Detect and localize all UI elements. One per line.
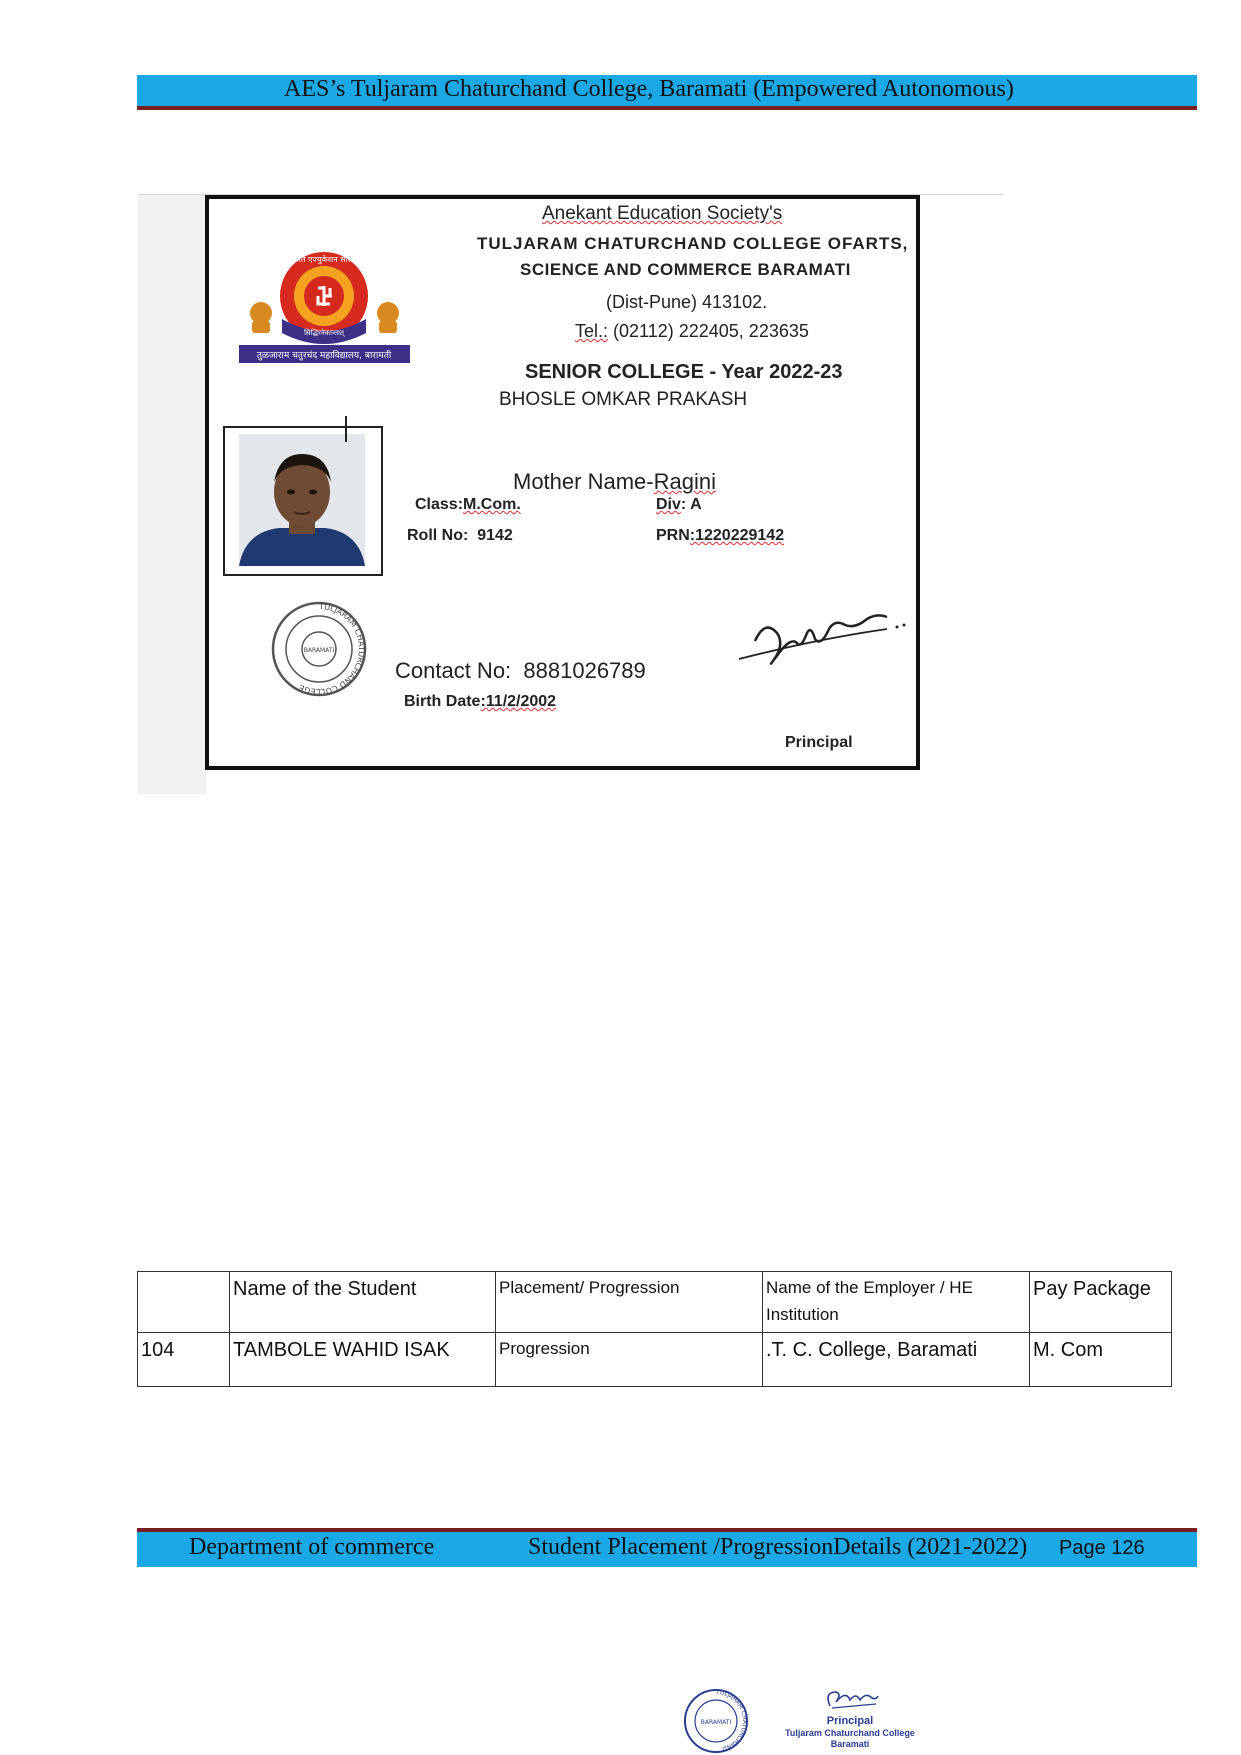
svg-text:BARAMATI: BARAMATI — [700, 1719, 732, 1726]
svg-text:TULJARAM CHATURCHAND COLLEGE: TULJARAM CHATURCHAND COLLEGE — [297, 601, 366, 697]
svg-text:TULJARAM CHATURCHAND: TULJARAM CHATURCHAND — [715, 1688, 748, 1753]
page-header-title: AES’s Tuljaram Chaturchand College, Baramati (Empowered Autonomous) — [284, 76, 1014, 102]
table-header-row — [138, 1272, 1172, 1333]
principal-signature-icon — [737, 589, 917, 679]
college-stamp-icon — [269, 599, 369, 699]
card-society: Anekant Education Society's — [542, 203, 783, 224]
card-birth-date: Birth Date:11/2/2002 — [404, 693, 557, 710]
card-principal-label: Principal — [785, 734, 853, 751]
principal-footer-signature-icon — [822, 1686, 882, 1716]
card-college-line1: TULJARAM CHATURCHAND COLLEGE OFARTS, — [477, 234, 909, 253]
principal-college: Tuljaram Chaturchand College — [785, 1728, 915, 1738]
card-contact: Contact No: 8881026789 — [395, 658, 646, 683]
svg-text:सिद्धिरनेकान्तात्: सिद्धिरनेकान्तात् — [304, 329, 344, 337]
svg-text:BARAMATI: BARAMATI — [303, 647, 335, 654]
scan-margin — [138, 194, 206, 794]
cell-student-name: TAMBOLE WAHID ISAK — [230, 1333, 496, 1387]
card-student-name: BHOSLE OMKAR PRAKASH — [499, 389, 748, 410]
principal-title: Principal — [826, 1715, 874, 1727]
footer-band — [137, 1528, 1197, 1567]
card-roll-number: Roll No: 9142 — [407, 527, 513, 544]
table-row — [138, 1333, 1172, 1387]
footer-details: Student Placement /ProgressionDetails (2021-2022) — [528, 1534, 1028, 1560]
principal-place: Baramati — [830, 1739, 870, 1749]
card-prn: PRN:1220229142 — [656, 527, 785, 544]
card-college-line2: SCIENCE AND COMMERCE BARAMATI — [520, 260, 851, 279]
header-cell-number — [138, 1272, 230, 1333]
header-cell-placement: Placement/ Progression — [496, 1272, 763, 1333]
header-band — [137, 75, 1197, 110]
card-class: Class:M.Com. — [415, 496, 521, 513]
card-telephone: Tel.: (02112) 222405, 223635 — [575, 321, 809, 341]
header-cell-pay-package: Pay Package — [1030, 1272, 1172, 1333]
cell-employer: .T. C. College, Baramati — [763, 1333, 1030, 1387]
header-cell-employer: Name of the Employer / HE Institution — [763, 1272, 1030, 1333]
cell-placement: Progression — [496, 1333, 763, 1387]
cell-pay-package: M. Com — [1030, 1333, 1172, 1387]
card-senior-college: SENIOR COLLEGE - Year 2022-23 — [525, 361, 843, 383]
header-cell-student-name: Name of the Student — [230, 1272, 496, 1333]
footer-page-number: Page 126 — [1059, 1537, 1145, 1559]
footer-department: Department of commerce — [189, 1534, 435, 1560]
card-division: Div: A — [656, 496, 702, 513]
svg-text:अनेकांत एज्युकेशन सोसायटी: अनेकांत एज्युकेशन सोसायटी — [282, 255, 366, 264]
student-portrait-icon — [239, 434, 365, 566]
student-photo — [223, 426, 383, 576]
placement-table — [137, 1271, 1172, 1387]
student-id-card — [205, 195, 920, 770]
text-cursor-mark — [345, 416, 347, 442]
college-logo-icon — [237, 251, 412, 366]
principal-signature-block — [780, 1686, 920, 1754]
card-mother-name: Mother Name-Ragini — [513, 469, 716, 494]
principal-seal-icon — [683, 1688, 749, 1754]
cell-serial-number: 104 — [138, 1333, 230, 1387]
card-address: (Dist-Pune) 413102. — [606, 292, 768, 312]
svg-text:तुळजाराम चतुरचंद महाविद्यालय,: तुळजाराम चतुरचंद महाविद्यालय, बारामती — [256, 351, 392, 361]
